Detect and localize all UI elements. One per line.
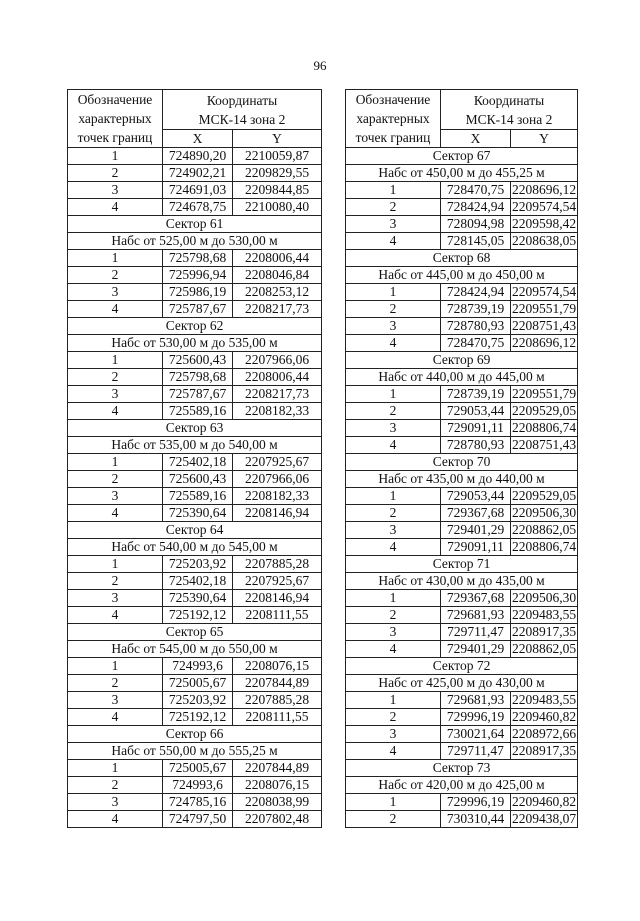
sector-title: Сектор 64 <box>68 522 322 539</box>
table-body-right <box>346 148 578 828</box>
table-row <box>68 607 322 624</box>
table-row <box>346 182 578 199</box>
point-number: 4 <box>346 437 441 454</box>
point-number: 1 <box>346 590 441 607</box>
y-coordinate: 2208182,33 <box>233 403 322 420</box>
x-coordinate: 729367,68 <box>441 505 511 522</box>
x-coordinate: 728470,75 <box>441 182 511 199</box>
x-column-header: X <box>163 130 233 148</box>
table-row <box>68 369 322 386</box>
table-row <box>346 301 578 318</box>
x-coordinate: 728739,19 <box>441 301 511 318</box>
sector-title: Сектор 70 <box>346 454 578 471</box>
point-number: 1 <box>346 488 441 505</box>
table-row <box>346 437 578 454</box>
point-number: 3 <box>346 522 441 539</box>
x-coordinate: 730021,64 <box>441 726 511 743</box>
point-number: 1 <box>68 250 163 267</box>
point-number: 1 <box>346 794 441 811</box>
point-number: 2 <box>346 301 441 318</box>
y-coordinate: 2209506,30 <box>511 505 577 520</box>
x-coordinate: 729053,44 <box>441 403 511 420</box>
coords-header-line-1: Координаты <box>206 92 278 108</box>
table-row <box>346 522 578 539</box>
point-number: 4 <box>68 301 163 318</box>
table-row <box>68 352 322 369</box>
sector-title-row <box>68 335 322 352</box>
point-number: 1 <box>68 760 163 777</box>
point-number: 3 <box>346 318 441 335</box>
y-coordinate: 2209529,05 <box>511 488 577 503</box>
point-number: 3 <box>68 284 163 301</box>
x-coordinate: 725787,67 <box>163 301 233 318</box>
x-coordinate: 725390,64 <box>163 590 233 607</box>
sector-title-row <box>346 471 578 488</box>
x-coordinate: 725798,68 <box>163 250 233 267</box>
table-row <box>346 488 578 505</box>
sector-title-row <box>346 250 578 267</box>
point-number: 2 <box>346 403 441 420</box>
coords-header <box>441 90 578 130</box>
point-number: 4 <box>68 199 163 216</box>
table-row <box>68 250 322 267</box>
table-row <box>346 386 578 403</box>
sector-title-row <box>68 522 322 539</box>
point-number: 3 <box>346 420 441 437</box>
coords-header <box>163 90 322 130</box>
sector-title-row <box>68 233 322 250</box>
x-coordinate: 728145,05 <box>441 233 511 250</box>
table-row <box>68 675 322 692</box>
y-coordinate: 2208862,05 <box>511 641 577 656</box>
point-number: 2 <box>68 675 163 692</box>
table-row <box>346 403 578 420</box>
sector-title: Набс от 540,00 м до 545,00 м <box>68 539 322 556</box>
x-coordinate: 725192,12 <box>163 607 233 624</box>
sector-title-row <box>346 777 578 794</box>
table-row <box>68 199 322 216</box>
sector-title: Сектор 73 <box>346 760 578 777</box>
point-number: 1 <box>68 352 163 369</box>
x-coordinate: 728739,19 <box>441 386 511 403</box>
y-coordinate: 2210080,40 <box>233 199 322 216</box>
coords-header-line-1: Координаты <box>473 92 545 108</box>
sector-title-row <box>68 539 322 556</box>
table-row <box>346 539 578 556</box>
x-coordinate: 725996,94 <box>163 267 233 284</box>
table-row <box>346 624 578 641</box>
y-coordinate: 2209529,05 <box>511 403 577 418</box>
table-row <box>68 148 322 165</box>
sector-title-row <box>346 760 578 777</box>
point-number: 2 <box>68 573 163 590</box>
table-row <box>68 267 322 284</box>
sector-title-row <box>346 573 578 590</box>
sector-title-row <box>346 454 578 471</box>
y-column-header: Y <box>233 130 322 148</box>
point-number: 4 <box>346 743 441 760</box>
y-coordinate: 2207844,89 <box>233 675 322 692</box>
point-number: 4 <box>68 811 163 828</box>
point-number: 4 <box>346 335 441 352</box>
x-coordinate: 724797,50 <box>163 811 233 828</box>
table-body-left <box>68 148 322 828</box>
table-row <box>346 318 578 335</box>
y-coordinate: 2209506,30 <box>511 590 577 605</box>
y-coordinate: 2208806,74 <box>511 420 577 435</box>
table-row <box>68 556 322 573</box>
table-row <box>68 471 322 488</box>
table-row <box>346 420 578 437</box>
y-coordinate: 2209574,54 <box>511 199 577 214</box>
x-coordinate: 725203,92 <box>163 692 233 709</box>
y-coordinate: 2209460,82 <box>511 794 577 809</box>
sector-title: Набс от 525,00 м до 530,00 м <box>68 233 322 250</box>
x-coordinate: 724993,6 <box>163 777 233 794</box>
y-coordinate: 2208917,35 <box>511 624 577 639</box>
table-row <box>346 284 578 301</box>
header-label-line-2: характерных <box>78 111 152 126</box>
sector-title-row <box>346 675 578 692</box>
point-number: 2 <box>346 709 441 726</box>
y-coordinate: 2208217,73 <box>233 301 322 318</box>
x-coordinate: 725589,16 <box>163 403 233 420</box>
x-coordinate: 729367,68 <box>441 590 511 607</box>
x-coordinate: 729681,93 <box>441 692 511 709</box>
header-label-line-3: точек границ <box>355 130 431 145</box>
x-coordinate: 724678,75 <box>163 199 233 216</box>
x-coordinate: 724785,16 <box>163 794 233 811</box>
x-coordinate: 725005,67 <box>163 675 233 692</box>
x-coordinate: 729711,47 <box>441 743 511 760</box>
table-row <box>346 811 578 828</box>
sector-title: Набс от 445,00 м до 450,00 м <box>346 267 578 284</box>
point-number: 1 <box>346 182 441 199</box>
coordinates-table-right <box>345 89 578 828</box>
x-coordinate: 725798,68 <box>163 369 233 386</box>
table-row <box>346 505 578 522</box>
table-row <box>346 726 578 743</box>
sector-title: Сектор 62 <box>68 318 322 335</box>
sector-title-row <box>68 726 322 743</box>
y-coordinate: 2209483,55 <box>511 607 577 622</box>
point-number: 2 <box>68 471 163 488</box>
point-number: 3 <box>68 692 163 709</box>
y-coordinate: 2208751,43 <box>511 318 577 333</box>
sector-title: Сектор 69 <box>346 352 578 369</box>
sector-title: Набс от 535,00 м до 540,00 м <box>68 437 322 454</box>
point-number: 3 <box>68 794 163 811</box>
y-coordinate: 2208038,99 <box>233 794 322 811</box>
point-number: 2 <box>68 165 163 182</box>
sector-title: Набс от 440,00 м до 445,00 м <box>346 369 578 386</box>
sector-title-row <box>346 556 578 573</box>
page-number: 96 <box>313 58 327 73</box>
x-coordinate: 725203,92 <box>163 556 233 573</box>
coords-header-line-2: МСК-14 зона 2 <box>198 111 286 127</box>
x-coordinate: 725402,18 <box>163 573 233 590</box>
coordinates-table-left <box>67 89 322 828</box>
x-coordinate: 729053,44 <box>441 488 511 505</box>
point-number: 4 <box>346 539 441 556</box>
y-coordinate: 2208146,94 <box>233 505 322 522</box>
point-number: 4 <box>346 233 441 250</box>
sector-title: Набс от 425,00 м до 430,00 м <box>346 675 578 692</box>
y-coordinate: 2207966,06 <box>233 471 322 488</box>
sector-title: Сектор 66 <box>68 726 322 743</box>
sector-title: Сектор 63 <box>68 420 322 437</box>
table-row <box>68 709 322 726</box>
y-coordinate: 2209438,07 <box>511 811 577 826</box>
sector-title-row <box>346 267 578 284</box>
table-row <box>68 658 322 675</box>
point-number: 3 <box>346 216 441 233</box>
y-coordinate: 2208006,44 <box>233 250 322 267</box>
y-coordinate: 2209574,54 <box>511 284 577 299</box>
x-coordinate: 725402,18 <box>163 454 233 471</box>
sector-title: Сектор 72 <box>346 658 578 675</box>
y-coordinate: 2209598,42 <box>511 216 577 231</box>
point-number: 2 <box>68 267 163 284</box>
sector-title-row <box>346 352 578 369</box>
sector-title-row <box>68 420 322 437</box>
y-coordinate: 2207885,28 <box>233 556 322 573</box>
y-coordinate: 2208696,12 <box>511 335 577 350</box>
y-coordinate: 2209551,79 <box>511 301 577 316</box>
point-number: 2 <box>346 505 441 522</box>
point-number: 2 <box>68 777 163 794</box>
x-coordinate: 724993,6 <box>163 658 233 675</box>
sector-title-row <box>68 624 322 641</box>
point-number: 3 <box>68 182 163 199</box>
y-coordinate: 2207925,67 <box>233 454 322 471</box>
sector-title-row <box>68 318 322 335</box>
x-coordinate: 725787,67 <box>163 386 233 403</box>
point-number: 2 <box>346 199 441 216</box>
point-number: 3 <box>346 624 441 641</box>
point-number: 1 <box>68 556 163 573</box>
sector-title-row <box>68 437 322 454</box>
x-coordinate: 729996,19 <box>441 709 511 726</box>
x-coordinate: 724902,21 <box>163 165 233 182</box>
table-row <box>346 233 578 250</box>
header-label-line-1: Обозначение <box>77 92 153 107</box>
x-coordinate: 729401,29 <box>441 522 511 539</box>
sector-title: Набс от 530,00 м до 535,00 м <box>68 335 322 352</box>
x-coordinate: 725192,12 <box>163 709 233 726</box>
y-coordinate: 2208638,05 <box>511 233 577 248</box>
table-row <box>68 488 322 505</box>
sector-title: Сектор 71 <box>346 556 578 573</box>
x-coordinate: 728424,94 <box>441 199 511 216</box>
table-row <box>68 692 322 709</box>
x-column-header: X <box>441 130 511 148</box>
y-coordinate: 2208146,94 <box>233 590 322 607</box>
sector-title-row <box>68 641 322 658</box>
point-number: 2 <box>346 607 441 624</box>
x-coordinate: 728094,98 <box>441 216 511 233</box>
x-coordinate: 728780,93 <box>441 437 511 454</box>
x-coordinate: 728424,94 <box>441 284 511 301</box>
header-label-line-1: Обозначение <box>355 92 431 107</box>
table-row <box>346 335 578 352</box>
y-coordinate: 2209551,79 <box>511 386 577 401</box>
x-coordinate: 728470,75 <box>441 335 511 352</box>
table-row <box>68 284 322 301</box>
y-coordinate: 2207966,06 <box>233 352 322 369</box>
y-coordinate: 2209829,55 <box>233 165 322 182</box>
point-number: 4 <box>68 607 163 624</box>
point-number: 3 <box>346 726 441 743</box>
y-coordinate: 2208076,15 <box>233 658 322 675</box>
x-coordinate: 725589,16 <box>163 488 233 505</box>
sector-title: Сектор 67 <box>346 148 578 165</box>
points-label-header <box>346 90 441 148</box>
y-coordinate: 2207844,89 <box>233 760 322 777</box>
point-number: 1 <box>346 386 441 403</box>
x-coordinate: 724890,20 <box>163 148 233 165</box>
y-coordinate: 2208111,55 <box>233 607 322 624</box>
sector-title: Набс от 450,00 м до 455,25 м <box>346 165 578 182</box>
table-row <box>68 403 322 420</box>
point-number: 4 <box>68 505 163 522</box>
point-number: 1 <box>346 284 441 301</box>
point-number: 3 <box>68 488 163 505</box>
point-number: 1 <box>68 148 163 165</box>
point-number: 1 <box>346 692 441 709</box>
sector-title: Набс от 420,00 м до 425,00 м <box>346 777 578 794</box>
x-coordinate: 725390,64 <box>163 505 233 522</box>
table-row <box>68 165 322 182</box>
y-coordinate: 2208006,44 <box>233 369 322 386</box>
table-row <box>68 760 322 777</box>
sector-title-row <box>346 165 578 182</box>
y-coordinate: 2208111,55 <box>233 709 322 726</box>
y-coordinate: 2207925,67 <box>233 573 322 590</box>
coords-header-line-2: МСК-14 зона 2 <box>465 111 553 127</box>
sector-title: Набс от 430,00 м до 435,00 м <box>346 573 578 590</box>
y-coordinate: 2209844,85 <box>233 182 322 199</box>
table-row <box>346 641 578 658</box>
x-coordinate: 729996,19 <box>441 794 511 811</box>
sector-title: Сектор 65 <box>68 624 322 641</box>
y-coordinate: 2208696,12 <box>511 182 577 197</box>
x-coordinate: 729401,29 <box>441 641 511 658</box>
table-row <box>68 573 322 590</box>
y-coordinate: 2208751,43 <box>511 437 577 452</box>
x-coordinate: 725600,43 <box>163 471 233 488</box>
header-label-line-3: точек границ <box>77 130 153 145</box>
x-coordinate: 729091,11 <box>441 539 511 556</box>
point-number: 2 <box>346 811 441 828</box>
sector-title-row <box>346 369 578 386</box>
x-coordinate: 725600,43 <box>163 352 233 369</box>
x-coordinate: 729711,47 <box>441 624 511 641</box>
point-number: 2 <box>68 369 163 386</box>
x-coordinate: 730310,44 <box>441 811 511 828</box>
point-number: 1 <box>68 454 163 471</box>
sector-title: Набс от 550,00 м до 555,25 м <box>68 743 322 760</box>
y-coordinate: 2207802,48 <box>233 811 322 828</box>
sector-title-row <box>68 216 322 233</box>
sector-title: Сектор 68 <box>346 250 578 267</box>
point-number: 3 <box>68 386 163 403</box>
point-number: 1 <box>68 658 163 675</box>
y-coordinate: 2208806,74 <box>511 539 577 554</box>
table-row <box>68 590 322 607</box>
table-row <box>346 607 578 624</box>
x-coordinate: 725986,19 <box>163 284 233 301</box>
table-row <box>68 505 322 522</box>
sector-title: Набс от 435,00 м до 440,00 м <box>346 471 578 488</box>
x-coordinate: 729681,93 <box>441 607 511 624</box>
table-row <box>346 794 578 811</box>
point-number: 4 <box>68 403 163 420</box>
sector-title-row <box>346 658 578 675</box>
table-row <box>346 743 578 760</box>
table-row <box>346 692 578 709</box>
points-label-header <box>68 90 163 148</box>
x-coordinate: 724691,03 <box>163 182 233 199</box>
table-row <box>68 811 322 828</box>
table-row <box>346 199 578 216</box>
y-coordinate: 2208917,35 <box>511 743 577 758</box>
sector-title-row <box>346 148 578 165</box>
sector-title: Сектор 61 <box>68 216 322 233</box>
y-coordinate: 2208217,73 <box>233 386 322 403</box>
table-row <box>346 709 578 726</box>
y-coordinate: 2208046,84 <box>233 267 322 284</box>
point-number: 3 <box>68 590 163 607</box>
y-coordinate: 2210059,87 <box>233 148 322 165</box>
y-coordinate: 2208253,12 <box>233 284 322 301</box>
point-number: 4 <box>346 641 441 658</box>
y-coordinate: 2208076,15 <box>233 777 322 794</box>
table-row <box>68 386 322 403</box>
table-row <box>68 182 322 199</box>
y-coordinate: 2209460,82 <box>511 709 577 724</box>
x-coordinate: 728780,93 <box>441 318 511 335</box>
x-coordinate: 725005,67 <box>163 760 233 777</box>
header-label-line-2: характерных <box>356 111 430 126</box>
table-row <box>68 301 322 318</box>
table-row <box>68 454 322 471</box>
x-coordinate: 729091,11 <box>441 420 511 437</box>
y-coordinate: 2208972,66 <box>511 726 577 741</box>
y-column-header: Y <box>511 130 578 148</box>
point-number: 4 <box>68 709 163 726</box>
y-coordinate: 2208182,33 <box>233 488 322 505</box>
y-coordinate: 2207885,28 <box>233 692 322 709</box>
sector-title: Набс от 545,00 м до 550,00 м <box>68 641 322 658</box>
table-row <box>68 777 322 794</box>
table-row <box>346 590 578 607</box>
y-coordinate: 2208862,05 <box>511 522 577 537</box>
table-row <box>68 794 322 811</box>
table-row <box>346 216 578 233</box>
y-coordinate: 2209483,55 <box>511 692 577 707</box>
sector-title-row <box>68 743 322 760</box>
